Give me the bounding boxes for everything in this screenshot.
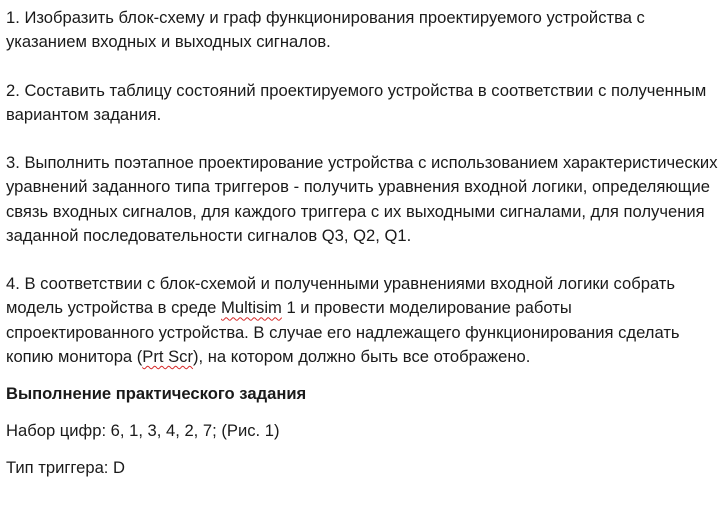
task-item-4	[6, 272, 718, 369]
task-item-4-text-c: ), на котором должно быть все отображено.	[193, 346, 531, 366]
section-heading: Выполнение практического задания	[6, 384, 307, 403]
paragraph-spacer	[6, 248, 718, 272]
task-item-3: 3. Выполнить поэтапное проектирование устройства с использованием характеристических уравнений заданного типа триггеров - получить уравнения входной логики, определяющие связь входных сигналов, для каждого триггера с их выходными сигналами, для получения заданной последовательности сигналов Q3, Q2, Q1.	[6, 153, 718, 245]
document-body	[6, 6, 718, 481]
paragraph-spacer	[6, 127, 718, 151]
task-item-2: 2. Составить таблицу состояний проектируемого устройства в соответствии с полученным вариантом задания.	[6, 80, 707, 124]
task-item-4-text-a: 4. В соответствии с блок-схемой и полученными уравнениями входной логики собрать модель устройства в среде	[6, 274, 676, 318]
spellcheck-word-multisim: Multisim	[221, 298, 282, 318]
spellcheck-word-prtscr: Prt Scr	[142, 346, 194, 366]
trigger-type-line: Тип триггера: D	[6, 458, 125, 478]
task-item-1: 1. Изобразить блок-схему и граф функционирования проектируемого устройства с указанием входных и выходных сигналов.	[6, 8, 645, 52]
paragraph-spacer	[6, 54, 718, 78]
digits-line: Набор цифр: 6, 1, 3, 4, 2, 7; (Рис. 1)	[6, 421, 280, 441]
task-item-4-text-b: 1 и провести моделирование работы спроектированного устройства. В случае его надлежащего функционирования сделать копию монитора (	[6, 298, 680, 366]
